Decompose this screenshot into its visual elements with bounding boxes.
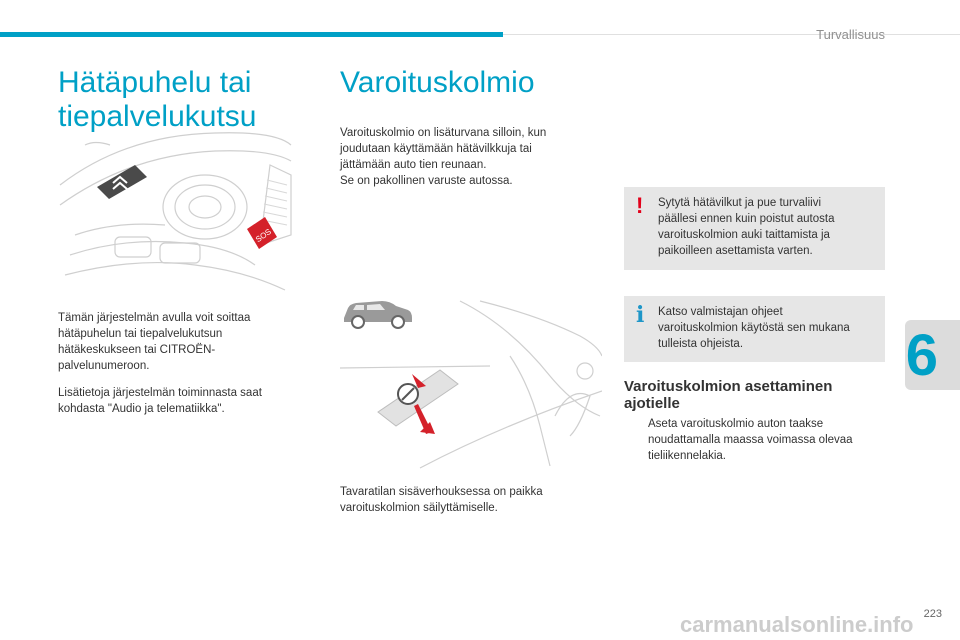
- emergency-call-title: [58, 66, 256, 134]
- exclamation-icon: !: [636, 193, 644, 218]
- system-description: Tämän järjestelmän avulla voit soittaa hätäpuhelun tai tiepalvelukutsun hätäkeskukseen tai CITROËN- palvelunumeroon.: [58, 312, 251, 372]
- warning-triangle-title: Varoituskolmio: [340, 66, 535, 99]
- section-name: Turvallisuus: [816, 27, 885, 42]
- title-line-1: Hätäpuhelu tai: [58, 66, 252, 99]
- warning-box: ! Sytytä hätävilkut ja pue turvaliivi päällesi ennen kuin poistut autosta varoituskolmion auki taittamista ja paikoilleen asettamista varten.: [624, 187, 885, 270]
- trunk-panel: [378, 370, 458, 426]
- sos-label: SOS: [253, 227, 273, 245]
- header-accent-bar: [0, 32, 503, 37]
- title-line-2: tiepalvelukutsu: [58, 100, 257, 133]
- placement-instruction: Aseta varoituskolmio auton taakse noudattamalla maassa voimassa olevaa tieliikennelakia.: [648, 418, 853, 462]
- dashboard-sos-illustration: [55, 125, 295, 300]
- placing-triangle-subtitle: Varoituskolmion asettaminen ajotielle: [624, 378, 833, 412]
- trunk-caption: Tavaratilan sisäverhouksessa on paikka varoituskolmion säilyttämiselle.: [340, 486, 543, 514]
- warning-triangle-intro: Varoituskolmio on lisäturvana silloin, kun joudutaan käyttämään hätävilkkuja tai jättämään auto tien reunaan. Se on pakollinen varuste autossa.: [340, 127, 547, 187]
- info-box: i Katso valmistajan ohjeet varoituskolmion käytöstä sen mukana tulleista ohjeista.: [624, 296, 885, 362]
- citroen-button: [97, 165, 147, 199]
- watermark: carmanualsonline.info: [680, 612, 914, 637]
- more-info-text: Lisätietoja järjestelmän toiminnasta saat kohdasta "Audio ja telematiikka".: [58, 387, 262, 415]
- chapter-number: 6: [905, 323, 938, 388]
- trunk-triangle-illustration: [340, 296, 602, 472]
- info-icon: i: [636, 302, 645, 328]
- page-number: 223: [923, 608, 942, 620]
- header-divider: [503, 34, 960, 35]
